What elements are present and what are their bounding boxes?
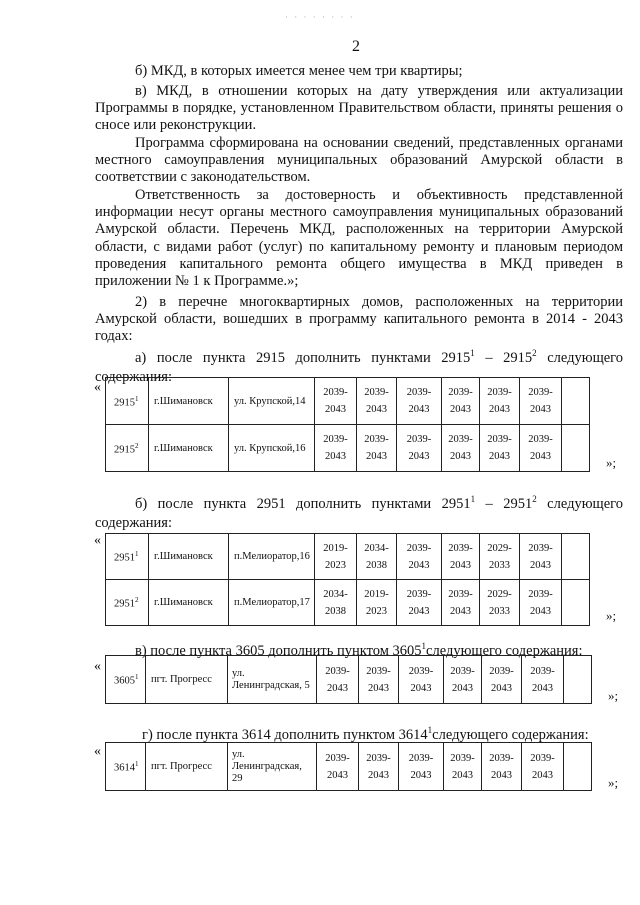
paragraph-responsibility: Ответственность за достоверность и объективность представленной информации несут органы местного самоуправления муниципальных образований Амурской области. Перечень МКД, расположенных на территории Амурской области, с видами работ (услуг) по капитальному ремонту и плановым периодом проведения капитального ремонта общего имущества в МКД приведен в приложении № 1 к Программе.»; [95,187,623,290]
quote-close-v: »; [608,688,619,703]
empty-cell [562,378,590,425]
table-row [106,534,590,580]
page-number: 2 [352,38,360,55]
table-row [106,425,590,472]
town-cell: пгт. Прогресс [146,656,228,704]
street-cell: п.Мелиоратор,17 [229,580,315,626]
period-cell: 2039- 2043 [442,534,480,580]
town-cell: г.Шимановск [149,534,229,580]
empty-cell [562,425,590,472]
period-cell: 2039- 2043 [444,656,482,704]
period-cell: 2034- 2038 [315,580,357,626]
amendment-heading-g: г) после пункта 3614 дополнить пунктом 3614$^1$следующего содержания: [142,725,589,743]
period-cell: 2039- 2043 [397,425,442,472]
period-cell: 2039- 2043 [357,378,397,425]
period-cell: 2039- 2043 [520,580,562,626]
quote-open-g: « [94,744,101,759]
period-cell: 2039- 2043 [359,656,399,704]
period-cell: 2039- 2043 [397,378,442,425]
period-cell: 2039- 2043 [317,743,359,791]
period-cell: 2039- 2043 [315,425,357,472]
empty-cell [562,534,590,580]
amendment-heading-a: а) после пункта 2915 дополнить пунктами 2915$^1$ – 2915$^2$ следующего содержания: [95,348,624,385]
quote-open-b: « [94,533,101,548]
item-number: 2915$^2$ [106,425,149,472]
period-cell: 2039- 2043 [359,743,399,791]
amendment-table-g [105,742,592,791]
period-cell: 2039- 2043 [520,378,562,425]
period-cell: 2039- 2043 [482,743,522,791]
period-cell: 2039- 2043 [399,656,444,704]
quote-open-v: « [94,659,101,674]
amendment-table-a [105,377,590,472]
period-cell: 2039- 2043 [444,743,482,791]
street-cell: ул. Ленинградская, 5 [228,656,317,704]
period-cell: 2039- 2043 [397,580,442,626]
street-cell: ул. Крупской,14 [229,378,315,425]
town-cell: г.Шимановск [149,378,229,425]
period-cell: 2039- 2043 [399,743,444,791]
empty-cell [562,580,590,626]
amendment-heading-b: б) после пункта 2951 дополнить пунктами 2951$^1$ – 2951$^2$ следующего содержания: [95,494,623,531]
street-cell: ул. Крупской,16 [229,425,315,472]
period-cell: 2039- 2043 [442,378,480,425]
town-cell: г.Шимановск [149,580,229,626]
item-number: 2915$^1$ [106,378,149,425]
item-number: 2951$^1$ [106,534,149,580]
period-cell: 2039- 2043 [397,534,442,580]
period-cell: 2039- 2043 [520,534,562,580]
period-cell: 2039- 2043 [482,656,522,704]
period-cell: 2019- 2023 [357,580,397,626]
period-cell: 2039- 2043 [480,425,520,472]
item-number: 3605$^1$ [106,656,146,704]
street-cell: п.Мелиоратор,16 [229,534,315,580]
paragraph-program: Программа сформирована на основании сведений, представленных органами местного самоуправления муниципальных образований Амурской области в соответствии с законодательством. [95,135,623,186]
table-row [106,743,592,791]
street-cell: ул. Ленинградская, 29 [228,743,317,791]
quote-open-a: « [94,380,101,395]
table-row [106,656,592,704]
amendment-heading-v: в) после пункта 3605 дополнить пунктом 3605$^1$следующего содержания: [135,641,583,659]
quote-close-b: »; [606,608,617,623]
period-cell: 2029- 2033 [480,580,520,626]
amendment-table-v [105,655,592,704]
item-number: 3614$^1$ [106,743,146,791]
period-cell: 2039- 2043 [520,425,562,472]
amendment-table-b [105,533,590,626]
town-cell: г.Шимановск [149,425,229,472]
paragraph-v: в) МКД, в отношении которых на дату утверждения или актуализации Программы в порядке, установленном Правительством области, приняты решения о сносе или реконструкции. [95,83,623,134]
period-cell: 2039- 2043 [522,656,564,704]
period-cell: 2039- 2043 [315,378,357,425]
table-row [106,580,590,626]
town-cell: пгт. Прогресс [146,743,228,791]
period-cell: 2034- 2038 [357,534,397,580]
period-cell: 2039- 2043 [317,656,359,704]
period-cell: 2039- 2043 [442,425,480,472]
period-cell: 2019- 2023 [315,534,357,580]
paragraph-b: б) МКД, в которых имеется менее чем три квартиры; [135,63,463,79]
period-cell: 2039- 2043 [357,425,397,472]
quote-close-a: »; [606,455,617,470]
table-row [106,378,590,425]
empty-cell [564,743,592,791]
period-cell: 2039- 2043 [480,378,520,425]
period-cell: 2029- 2033 [480,534,520,580]
paragraph-list: 2) в перечне многоквартирных домов, расположенных на территории Амурской области, вошедших в программу капитального ремонта в 2014 - 2043 годах: [95,294,623,345]
item-number: 2951$^2$ [106,580,149,626]
scan-artifact: · · · · · · · · [285,12,355,22]
period-cell: 2039- 2043 [442,580,480,626]
quote-close-g: »; [608,775,619,790]
empty-cell [564,656,592,704]
period-cell: 2039- 2043 [522,743,564,791]
